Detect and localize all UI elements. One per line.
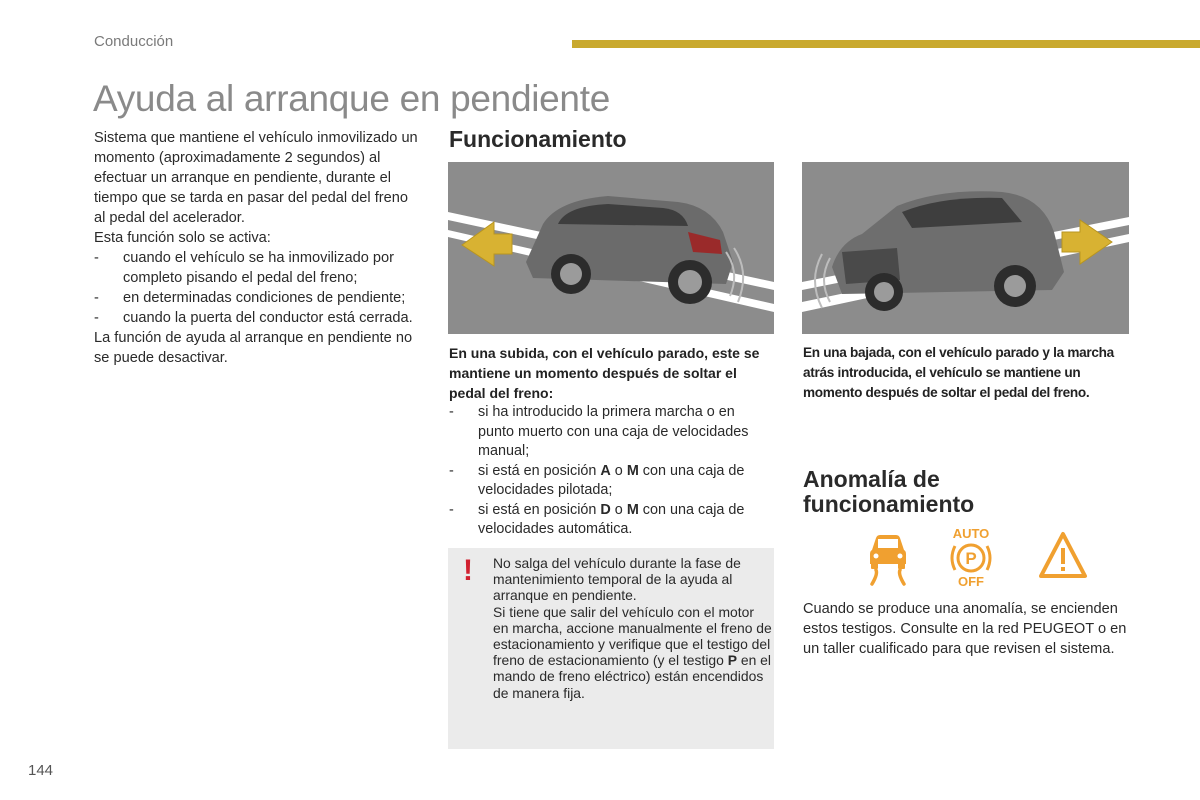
header-accent-bar: [572, 40, 1200, 48]
downhill-car-illustration: [802, 162, 1129, 334]
off-label: OFF: [958, 574, 984, 589]
list-item-text: si está en posición: [478, 501, 601, 518]
uphill-conditions-list: [449, 403, 774, 540]
intro-note: La función de ayuda al arranque en pendiente no se puede desactivar.: [94, 330, 413, 366]
list-item-text: si está en posición: [478, 462, 601, 479]
anomalia-text: Cuando se produce una anomalía, se encienden estos testigos. Consulte en la red PEUGEOT o en un taller cualificado para que revisen el sistema.: [803, 601, 1127, 657]
list-item: - cuando la puerta del conductor está cerrada.: [94, 308, 419, 328]
intro-activation-lead: Esta función solo se activa:: [94, 230, 271, 246]
list-item-text: con una caja de velocidades pilotada;: [478, 462, 745, 498]
anomalia-heading-line: funcionamiento: [803, 491, 975, 517]
warning-box: [448, 548, 774, 749]
skid-warning-icon: [870, 535, 906, 584]
uphill-section: [449, 343, 774, 540]
list-item: - en determinadas condiciones de pendiente;: [94, 288, 419, 308]
warning-text-part: Si tiene que salir del vehículo con el motor en marcha, accione manualmente el freno de estacionamiento y verifique que el testigo del freno de estacionamiento (y el testigo: [493, 603, 772, 669]
warning-text: [493, 555, 773, 701]
uphill-car-illustration: [448, 162, 774, 334]
intro-column: [94, 128, 419, 368]
warning-triangle-icon: [1041, 534, 1085, 576]
gear-position-d: D: [600, 501, 611, 518]
anomalia-heading-line: Anomalía de: [803, 466, 940, 492]
list-item: [449, 501, 774, 540]
list-item-text: o: [610, 501, 627, 518]
intro-paragraph: Sistema que mantiene el vehículo inmovilizado un momento (aproximadamente 2 segundos) al efectuar un arranque en pendiente, durante el tiempo que se tarda en pasar del pedal del freno al pedal del acelerador.: [94, 130, 418, 226]
warning-p-indicator: P: [727, 652, 737, 669]
section-label: Conducción: [94, 33, 174, 50]
anomalia-heading: [803, 467, 1103, 517]
list-item-text: o: [610, 462, 627, 479]
auto-label: AUTO: [952, 526, 990, 541]
uphill-car-graphic: [448, 162, 774, 334]
auto-park-off-icon: [952, 526, 990, 589]
list-item-text: con una caja de velocidades automática.: [478, 501, 745, 537]
list-item: - cuando el vehículo se ha inmovilizado por completo pisando el pedal del freno;: [94, 248, 419, 288]
page-title: Ayuda al arranque en pendiente: [93, 78, 610, 119]
warning-text-part: en el mando de freno eléctrico) están encendidos de manera fija.: [493, 652, 771, 701]
list-item: [449, 462, 774, 501]
p-label: P: [965, 549, 977, 568]
warning-exclamation-icon: !: [463, 554, 473, 587]
list-item-text: si ha introducido la primera marcha o en punto muerto con una caja de velocidades manual;: [478, 404, 749, 459]
gear-position-a: A: [600, 462, 611, 479]
page-number: 144: [28, 762, 54, 779]
warning-paragraph: [493, 604, 773, 701]
downhill-car-graphic: [802, 162, 1129, 334]
warning-paragraph: No salga del vehículo durante la fase de mantenimiento temporal de la ayuda al arranque en pendiente.: [493, 555, 741, 604]
uphill-caption: En una subida, con el vehículo parado, este se mantiene un momento después de soltar el pedal del freno:: [449, 345, 760, 401]
funcionamiento-heading: Funcionamiento: [449, 126, 627, 152]
activation-conditions-list: [94, 248, 419, 328]
list-item: [449, 403, 774, 462]
gear-position-m: M: [626, 501, 639, 518]
warning-lights-row: [858, 526, 1098, 590]
gear-position-m: M: [626, 462, 639, 479]
downhill-caption: En una bajada, con el vehículo parado y la marcha atrás introducida, el vehículo se mantiene un momento después de soltar el pedal del freno.: [803, 345, 1114, 400]
